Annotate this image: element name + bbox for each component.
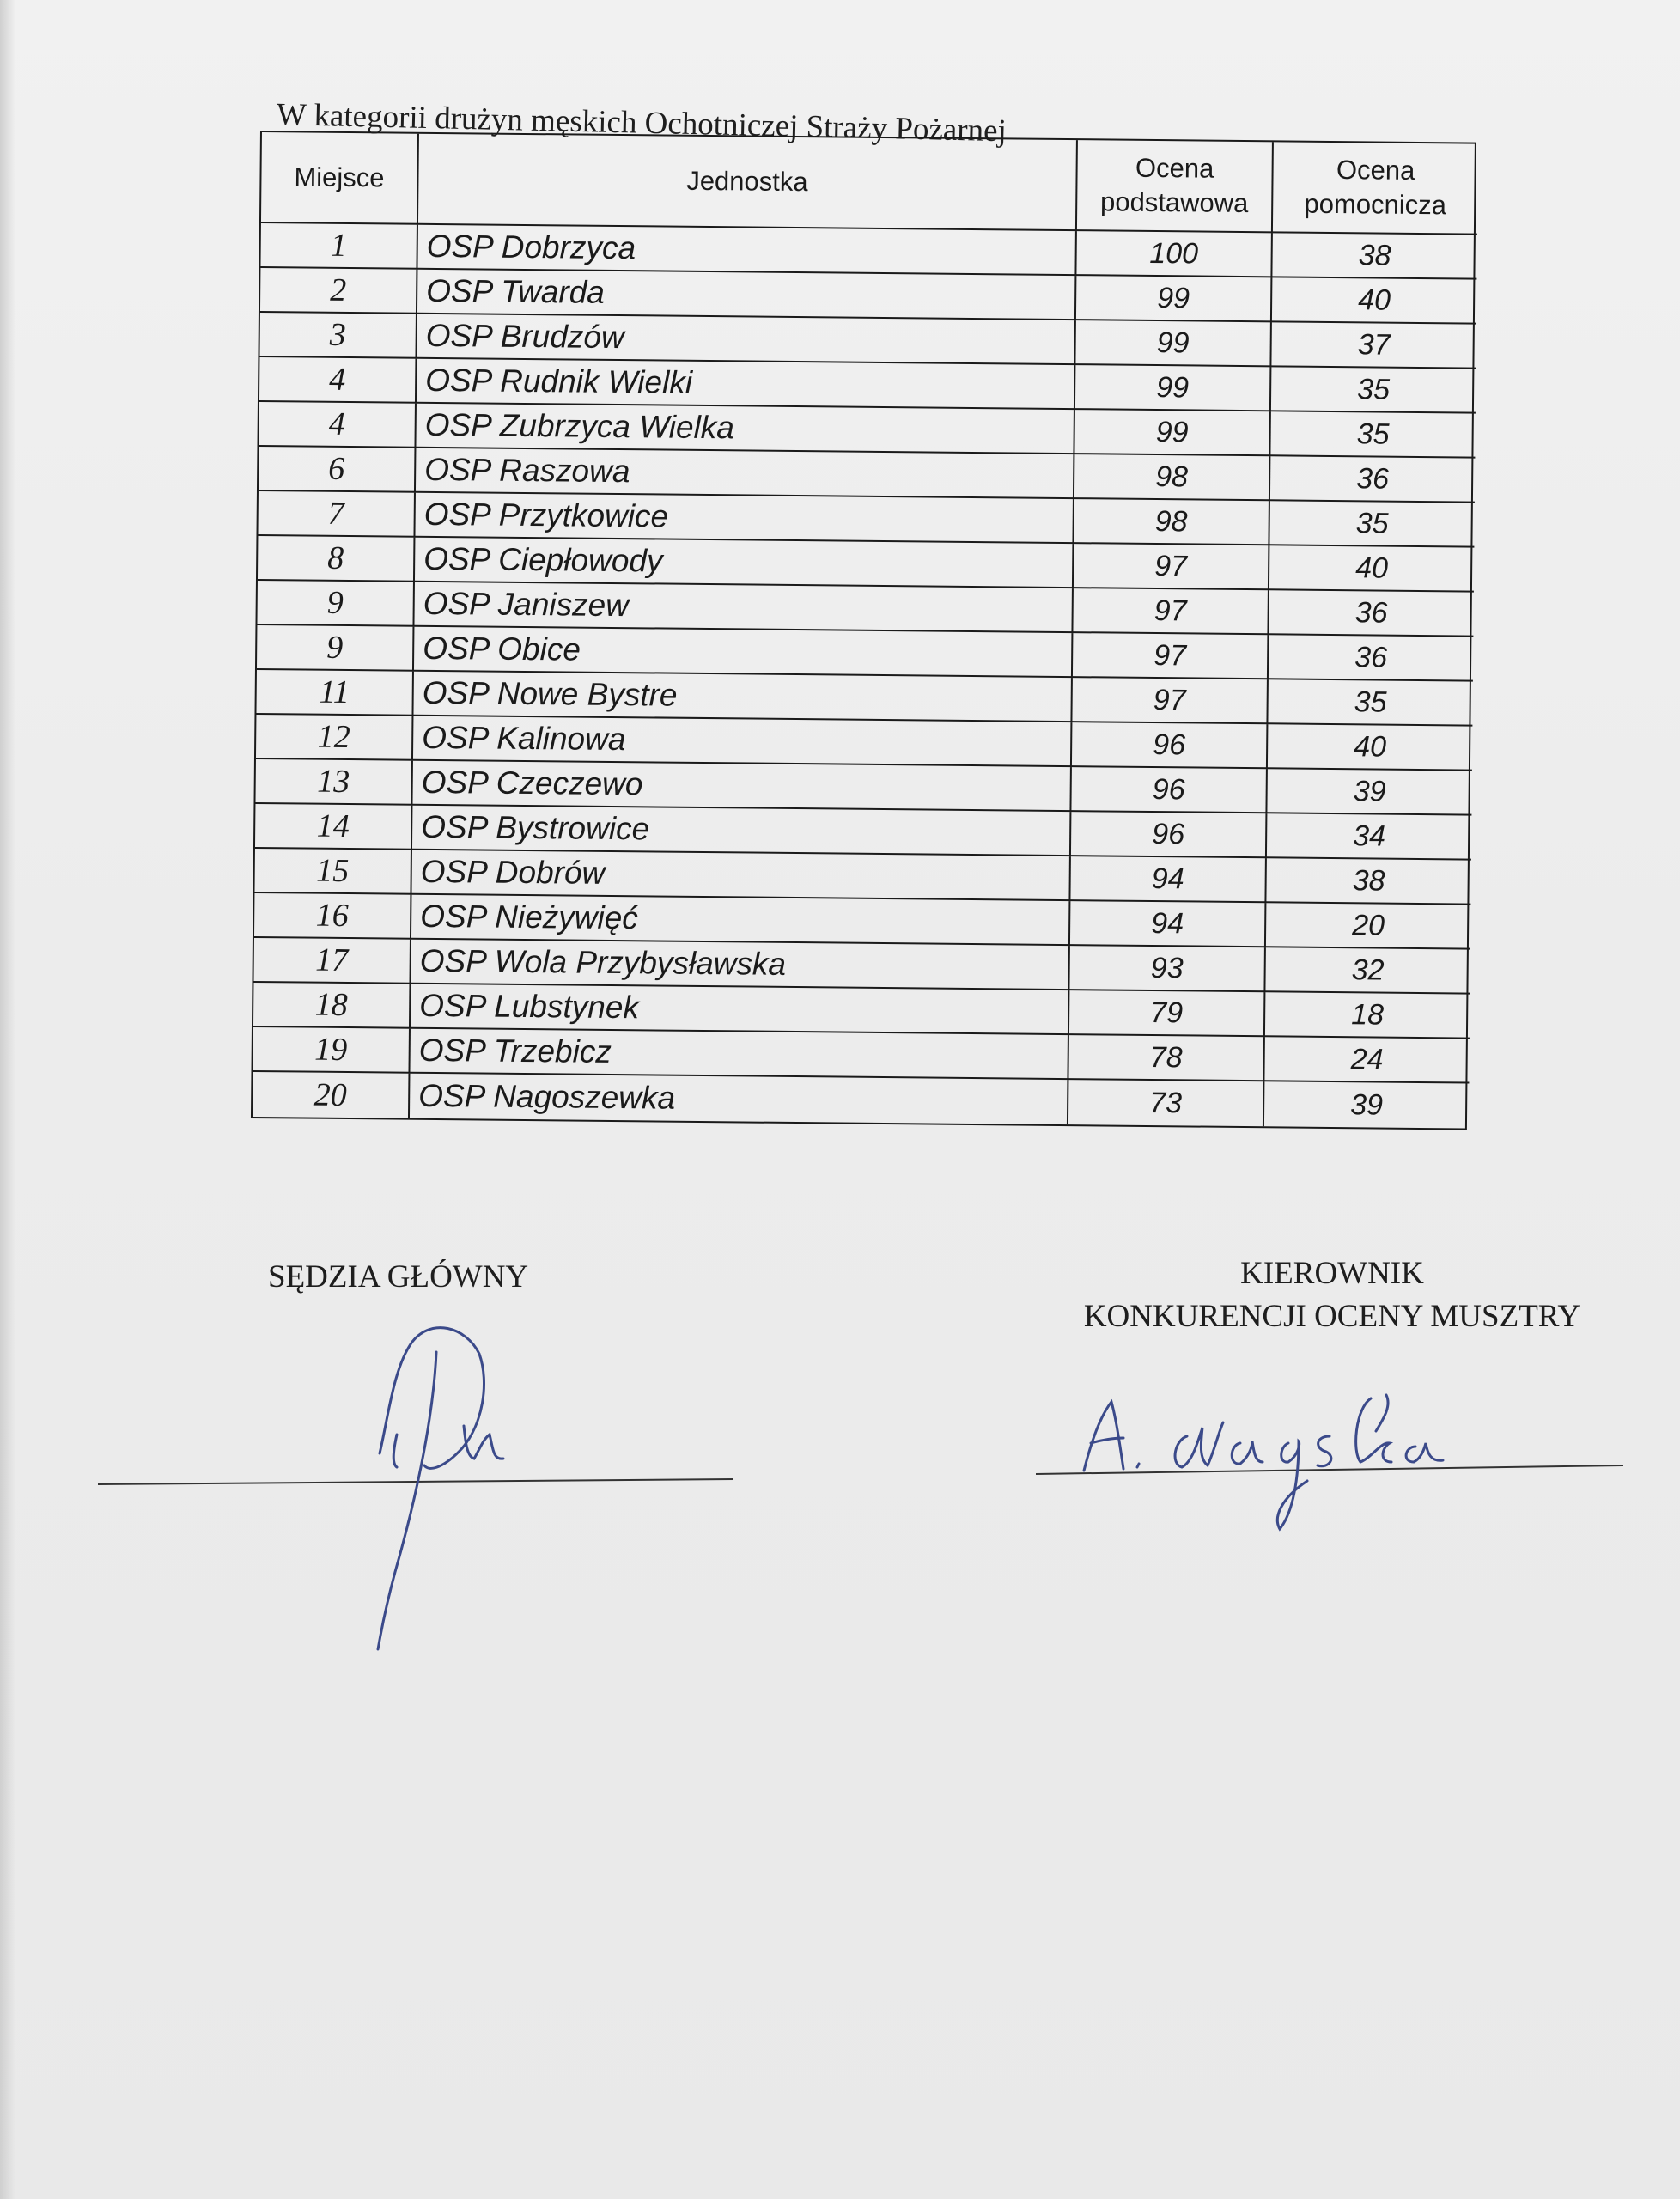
place-cell: 17 [253,938,411,984]
unit-cell: OSP Brudzów [417,314,1075,365]
place-cell: 9 [257,581,414,627]
basic-score-cell: 97 [1073,588,1269,635]
place-cell: 4 [259,402,416,448]
header-aux-score: Ocena pomocnicza [1273,142,1478,235]
place-cell: 11 [256,670,413,716]
place-cell: 4 [259,357,417,404]
aux-score-cell: 40 [1272,277,1476,324]
results-table [251,131,1476,1130]
place-cell: 1 [260,223,417,270]
basic-score-cell: 99 [1075,365,1271,411]
place-cell: 15 [254,849,411,895]
aux-score-cell: 35 [1271,367,1476,413]
aux-score-cell: 20 [1266,903,1470,949]
basic-score-cell: 99 [1074,410,1270,456]
unit-cell: OSP Kalinowa [413,716,1072,767]
unit-cell: OSP Dobrzyca [417,225,1076,276]
basic-score-cell: 97 [1073,633,1269,679]
basic-score-cell: 94 [1070,856,1266,903]
manager-signature [1031,1357,1632,1563]
place-cell: 8 [258,536,415,582]
basic-score-cell: 94 [1070,901,1266,947]
basic-score-cell: 98 [1074,499,1269,545]
basic-score-cell: 99 [1075,320,1271,367]
aux-score-cell: 36 [1269,635,1473,681]
place-cell: 6 [259,447,416,493]
manager-label [1066,1252,1598,1338]
basic-score-cell: 93 [1069,946,1265,992]
place-cell: 19 [253,1027,410,1074]
basic-score-cell: 99 [1076,276,1272,322]
unit-cell: OSP Nagoszewka [410,1074,1068,1124]
unit-cell: OSP Trzebicz [410,1029,1068,1080]
aux-score-cell: 32 [1265,947,1470,994]
aux-score-cell: 38 [1272,233,1476,279]
basic-score-cell: 96 [1071,767,1267,813]
unit-cell: OSP Obice [414,627,1073,678]
unit-cell: OSP Twarda [417,270,1076,320]
place-cell: 9 [257,625,414,672]
aux-score-cell: 24 [1264,1037,1469,1083]
chief-judge-signature-line [98,1479,733,1484]
unit-cell: OSP Dobrów [411,850,1070,901]
aux-score-cell: 40 [1268,724,1472,771]
header-place: Miejsce [261,132,419,225]
aux-score-cell: 36 [1269,590,1473,637]
basic-score-cell: 98 [1074,454,1270,501]
aux-score-cell: 37 [1271,322,1476,369]
aux-score-cell: 18 [1265,992,1470,1039]
unit-cell: OSP Nowe Bystre [413,672,1072,722]
unit-cell: OSP Nieżywięć [411,895,1070,946]
aux-score-cell: 39 [1350,1087,1384,1122]
header-basic-score: Ocena podstawowa [1077,140,1274,233]
unit-cell: OSP Czeczewo [412,761,1071,812]
basic-score-cell: 97 [1074,544,1269,590]
chief-judge-signature [86,1297,756,1675]
place-cell: 16 [254,893,411,940]
unit-cell: OSP Raszowa [416,448,1074,499]
place-cell: 12 [256,715,413,761]
manager-signature-stroke [1084,1395,1443,1529]
place-cell: 13 [255,759,412,806]
unit-cell: OSP Wola Przybysławska [411,940,1069,990]
aux-score-cell: 35 [1268,679,1472,726]
unit-cell: OSP Rudnik Wielki [417,359,1075,410]
place-cell: 20 [253,1072,410,1118]
unit-cell: OSP Lubstynek [411,984,1069,1035]
place-cell: 18 [253,983,411,1029]
place-cell: 14 [255,804,412,850]
unit-cell: OSP Ciepłowody [415,538,1074,588]
basic-score-cell: 96 [1072,722,1268,769]
document-title: W kategorii drużyn męskich Ochotniczej Straży Pożarnej [276,97,1007,149]
aux-score-cell: 40 [1269,545,1474,592]
unit-cell: OSP Zubrzyca Wielka [416,404,1074,454]
basic-score-cell: 97 [1072,678,1268,724]
basic-score-cell: 100 [1076,231,1272,277]
aux-score-cell: 39 [1267,769,1471,815]
aux-score-cell: 38 [1266,858,1470,905]
manager-label-line2: KONKURENCJI OCENY MUSZTRY [1083,1298,1581,1334]
place-cell: 3 [259,313,417,359]
unit-cell: OSP Przytkowice [415,493,1074,544]
chief-judge-label: SĘDZIA GŁÓWNY [268,1259,529,1294]
header-unit: Jednostka [418,134,1078,231]
aux-score-cell: 35 [1270,411,1475,458]
unit-cell: OSP Bystrowice [412,806,1071,856]
basic-score-cell: 78 [1068,1035,1264,1081]
manager-label-line1: KIEROWNIK [1240,1256,1424,1291]
basic-score-cell: 79 [1069,990,1265,1037]
aux-score-cell: 36 [1270,456,1475,503]
place-cell: 2 [260,268,417,314]
place-cell: 7 [258,491,415,538]
basic-score-cell: 73 [1068,1080,1264,1126]
aux-score-cell: 34 [1267,813,1471,860]
aux-score-cell: 35 [1269,501,1474,547]
basic-score-cell: 96 [1071,812,1267,858]
chief-judge-signature-stroke [378,1328,503,1649]
unit-cell: OSP Janiszew [414,582,1073,633]
